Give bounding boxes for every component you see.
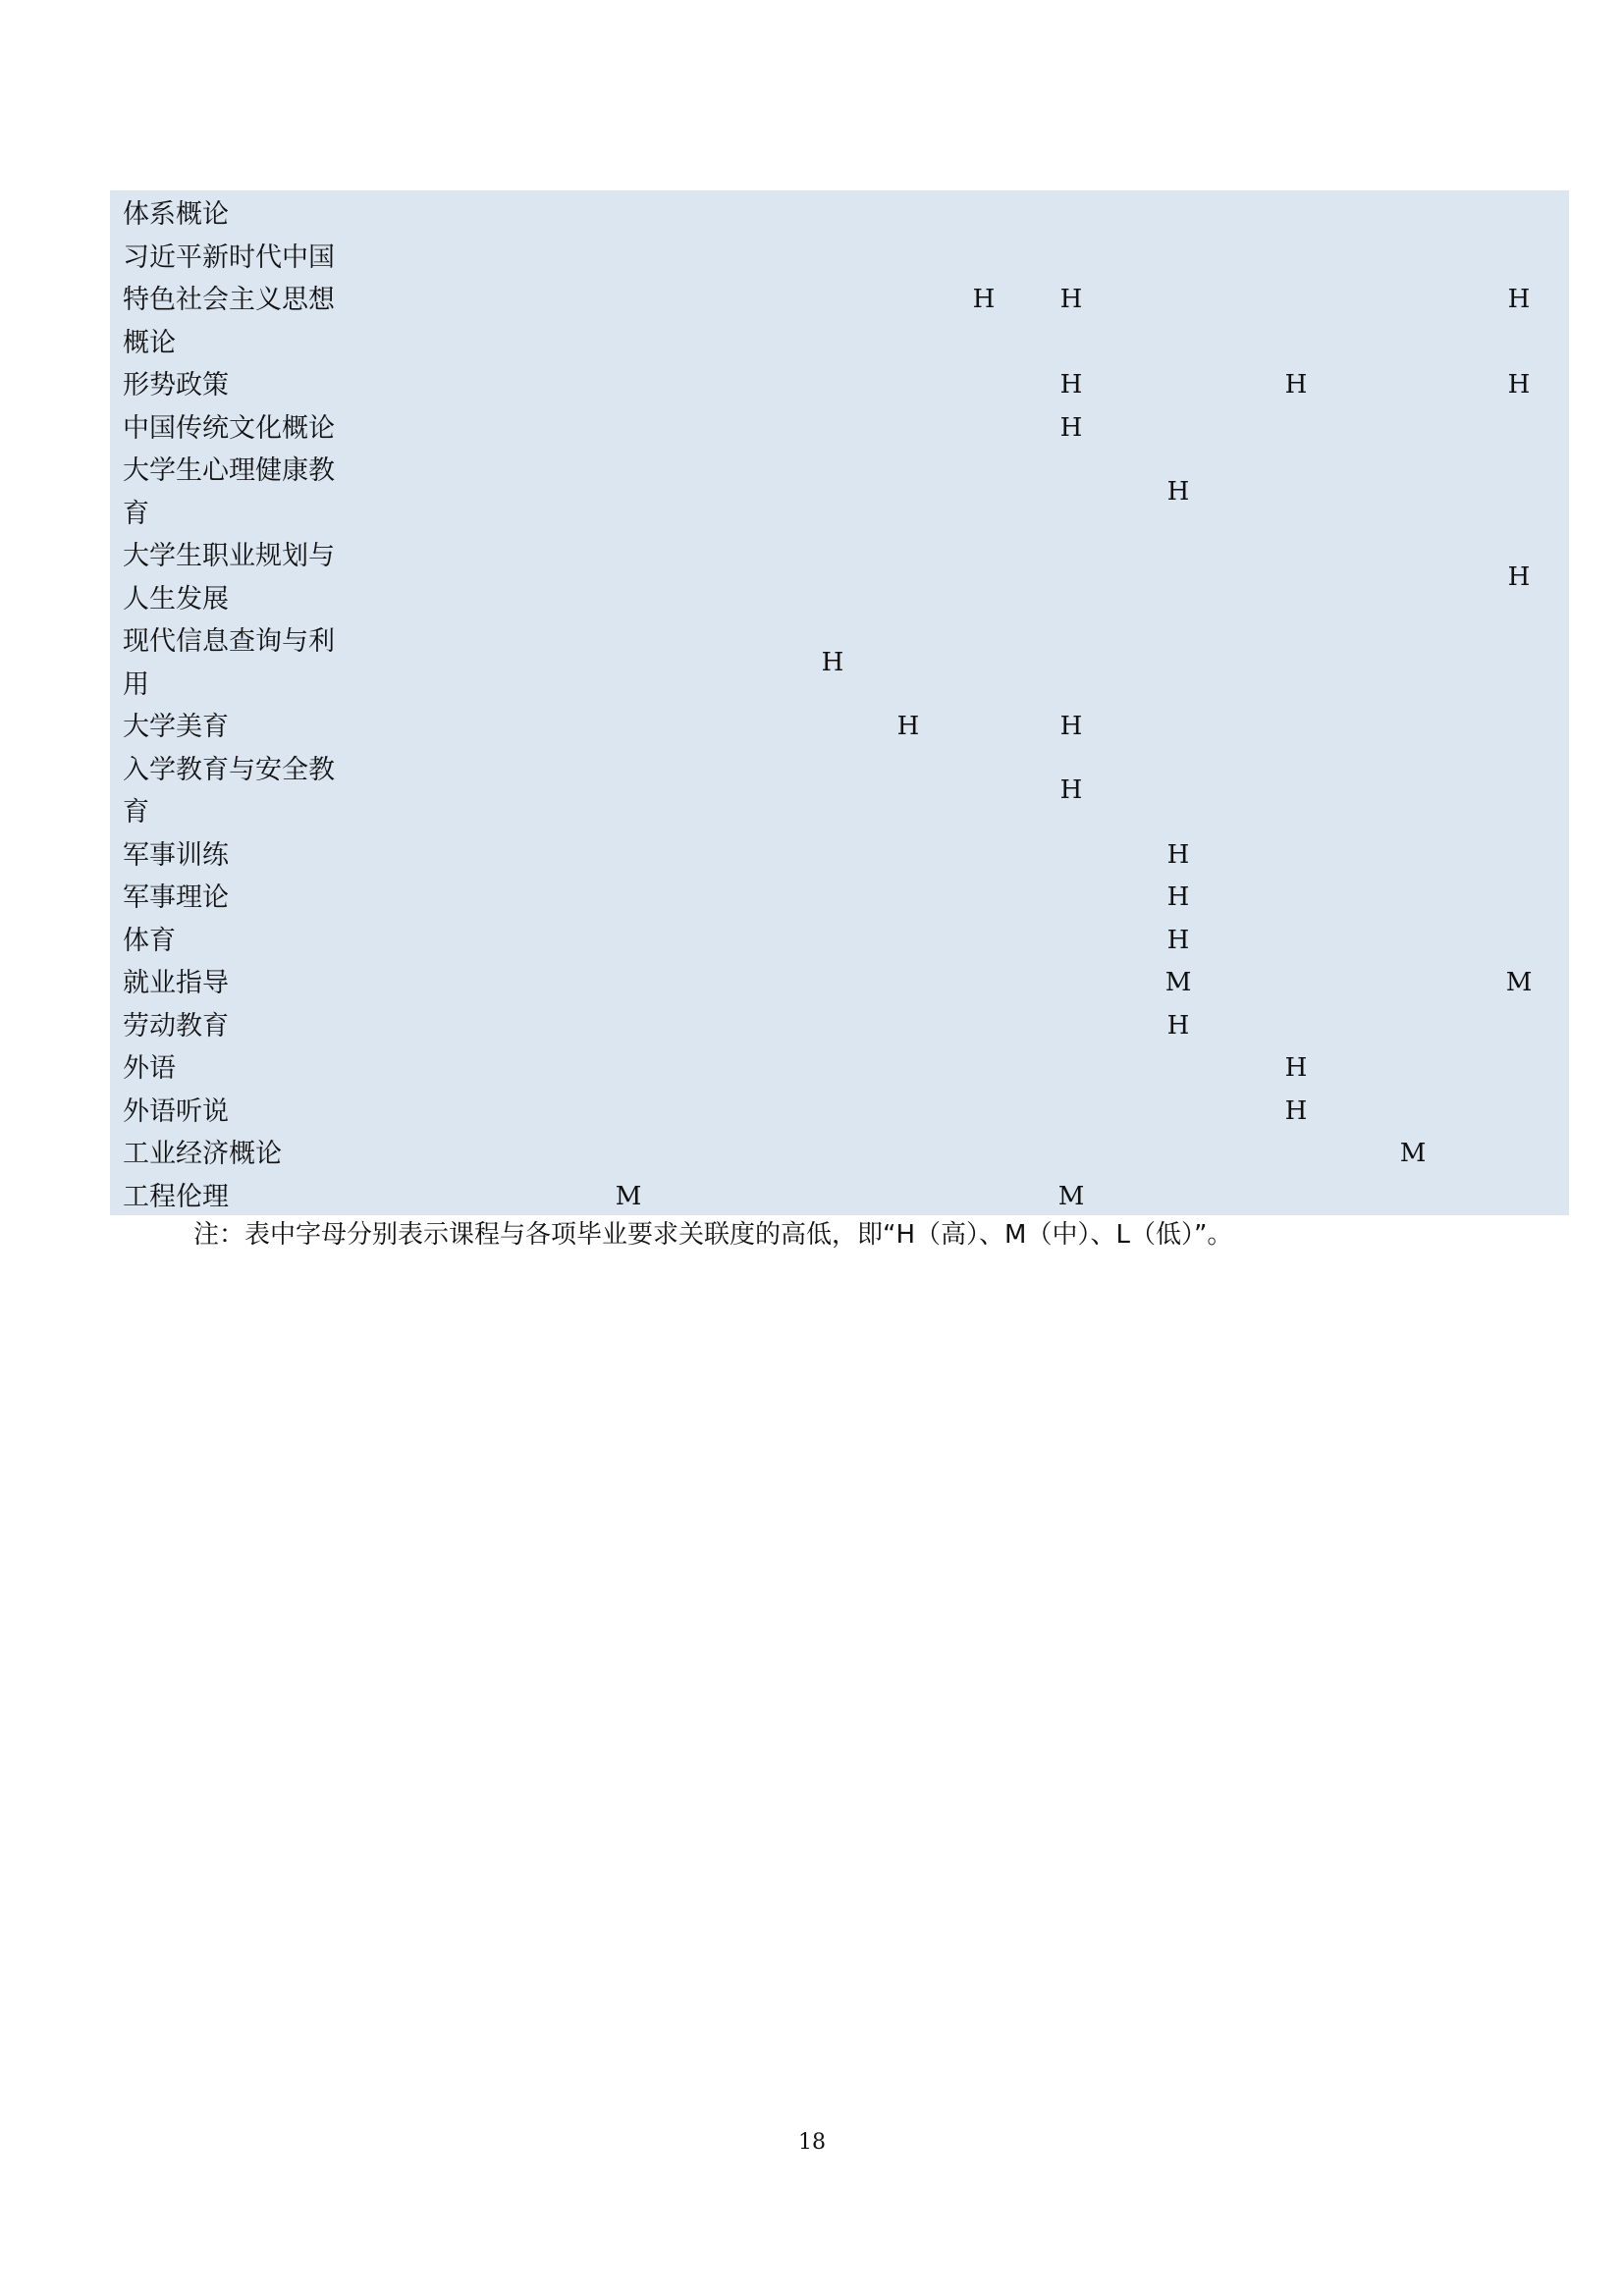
relevance-mark: H <box>1059 712 1083 741</box>
relevance-mark: H <box>1166 476 1190 507</box>
course-name <box>123 1091 229 1134</box>
table-note: 注：表中字母分别表示课程与各项毕业要求关联度的高低，即“H（高）、M（中）、L（低）”。 <box>193 1220 1233 1250</box>
course-requirement-matrix-table <box>110 190 1569 1215</box>
course-name-line: 军事训练 <box>123 839 229 871</box>
relevance-mark: H <box>1284 1095 1308 1126</box>
relevance-mark: H <box>972 285 996 314</box>
course-name-line: 工程伦理 <box>123 1181 229 1212</box>
course-name <box>123 962 229 1005</box>
course-name-line: 大学生职业规划与 <box>123 541 335 571</box>
relevance-mark: H <box>896 712 920 741</box>
course-name <box>123 749 335 834</box>
relevance-mark: M <box>1505 968 1533 997</box>
course-name-line: 用 <box>123 668 149 700</box>
course-name-line: 概论 <box>123 327 176 358</box>
course-name <box>123 920 176 963</box>
course-name <box>123 706 229 749</box>
relevance-mark: H <box>1166 925 1190 955</box>
course-name-line: 军事理论 <box>123 882 229 913</box>
course-name-line: 中国传统文化概论 <box>123 412 335 444</box>
course-name <box>123 193 229 237</box>
relevance-mark: M <box>1399 1139 1427 1168</box>
relevance-mark: H <box>1059 285 1083 314</box>
course-name-line: 形势政策 <box>123 370 229 400</box>
relevance-mark: H <box>1507 561 1531 592</box>
course-name <box>123 364 229 407</box>
course-name <box>123 1133 282 1176</box>
course-name <box>123 1176 229 1219</box>
course-name <box>123 620 335 706</box>
course-name <box>123 237 335 365</box>
course-name-line: 育 <box>123 797 149 828</box>
course-name <box>123 834 229 878</box>
course-name <box>123 1005 229 1048</box>
course-name-line: 入学教育与安全教 <box>123 754 335 785</box>
relevance-mark: H <box>1166 882 1190 912</box>
relevance-mark: H <box>1507 370 1531 400</box>
course-name-line: 外语 <box>123 1053 176 1084</box>
course-name-line: 育 <box>123 498 149 529</box>
relevance-mark: H <box>1284 1053 1308 1083</box>
relevance-mark: H <box>1166 839 1190 870</box>
course-name-line: 现代信息查询与利 <box>123 626 335 657</box>
course-name <box>123 535 335 620</box>
page-number: 18 <box>798 2130 826 2155</box>
course-name <box>123 1047 176 1091</box>
course-name-line: 体育 <box>123 925 176 956</box>
course-name <box>123 450 335 535</box>
relevance-mark: M <box>1057 1181 1085 1211</box>
course-name-line: 大学生心理健康教 <box>123 455 335 486</box>
course-name <box>123 877 229 920</box>
course-name-line: 大学美育 <box>123 712 229 742</box>
course-name-line: 工业经济概论 <box>123 1139 282 1169</box>
course-name <box>123 407 335 451</box>
relevance-mark: H <box>1059 775 1083 806</box>
course-name-line: 人生发展 <box>123 583 229 614</box>
relevance-mark: H <box>1059 370 1083 400</box>
relevance-mark: H <box>1507 285 1531 314</box>
course-name-line: 外语听说 <box>123 1095 229 1127</box>
relevance-mark: H <box>1059 412 1083 443</box>
course-name-line: 就业指导 <box>123 968 229 998</box>
relevance-mark: H <box>1284 370 1308 400</box>
course-name-line: 体系概论 <box>123 199 229 230</box>
relevance-mark: H <box>821 647 844 677</box>
relevance-mark: M <box>615 1181 642 1211</box>
course-name-line: 习近平新时代中国 <box>123 241 335 273</box>
course-name-line: 劳动教育 <box>123 1010 229 1041</box>
course-name-line: 特色社会主义思想 <box>123 285 335 315</box>
relevance-mark: M <box>1164 968 1192 997</box>
relevance-mark: H <box>1166 1010 1190 1041</box>
